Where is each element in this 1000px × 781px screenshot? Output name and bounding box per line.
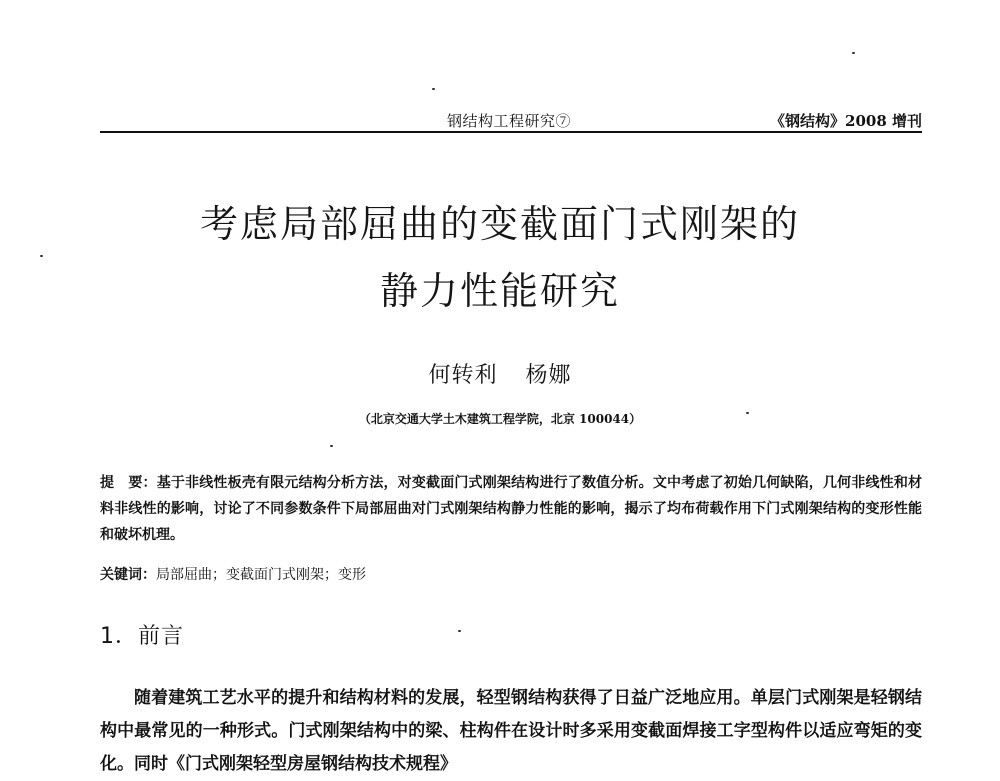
author-2: 杨娜 (525, 363, 572, 388)
abstract-text: 基于非线性板壳有限元结构分析方法，对变截面门式刚架结构进行了数值分析。文中考虑了初始几何缺陷，几何非线性和材料非线性的影响，讨论了不同参数条件下局部屈曲对门式刚架结构静力性能的影响，揭示了均布荷载作用下门式刚架结构的变形性能和破坏机理。 (100, 475, 922, 543)
keywords (100, 562, 922, 588)
running-header-series: 钢结构工程研究⑦ (447, 112, 572, 130)
keywords-label: 关键词： (100, 567, 156, 583)
body-paragraph: 随着建筑工艺水平的提升和结构材料的发展，轻型钢结构获得了日益广泛地应用。单层门式刚架是轻钢结构中最常见的一种形式。门式刚架结构中的梁、柱构件在设计时多采用变截面焊接工字型构件以适应弯矩的变化。同时《门式刚架轻型房屋钢结构技术规程》 (100, 688, 922, 774)
keywords-text: 局部屈曲；变截面门式刚架；变形 (156, 567, 366, 583)
running-header-journal: 《钢结构》2008 增刊 (770, 112, 922, 130)
author-1: 何转利 (428, 363, 498, 388)
section-heading: 1．前言 (100, 624, 184, 649)
scan-speck (746, 412, 749, 414)
abstract (100, 470, 922, 548)
scan-speck (40, 255, 43, 257)
abstract-label: 提 要： (100, 475, 157, 491)
scan-speck (458, 630, 461, 632)
authors (0, 358, 1000, 389)
header-rule (100, 131, 922, 133)
affiliation: （北京交通大学土木建筑工程学院，北京 100044） (358, 412, 642, 426)
scan-speck (330, 445, 333, 447)
paper-title-line-1: 考虑局部屈曲的变截面门式刚架的 (199, 202, 800, 246)
paper-title-line-2: 静力性能研究 (379, 269, 620, 313)
scan-speck (432, 88, 435, 90)
scan-speck (852, 52, 855, 54)
